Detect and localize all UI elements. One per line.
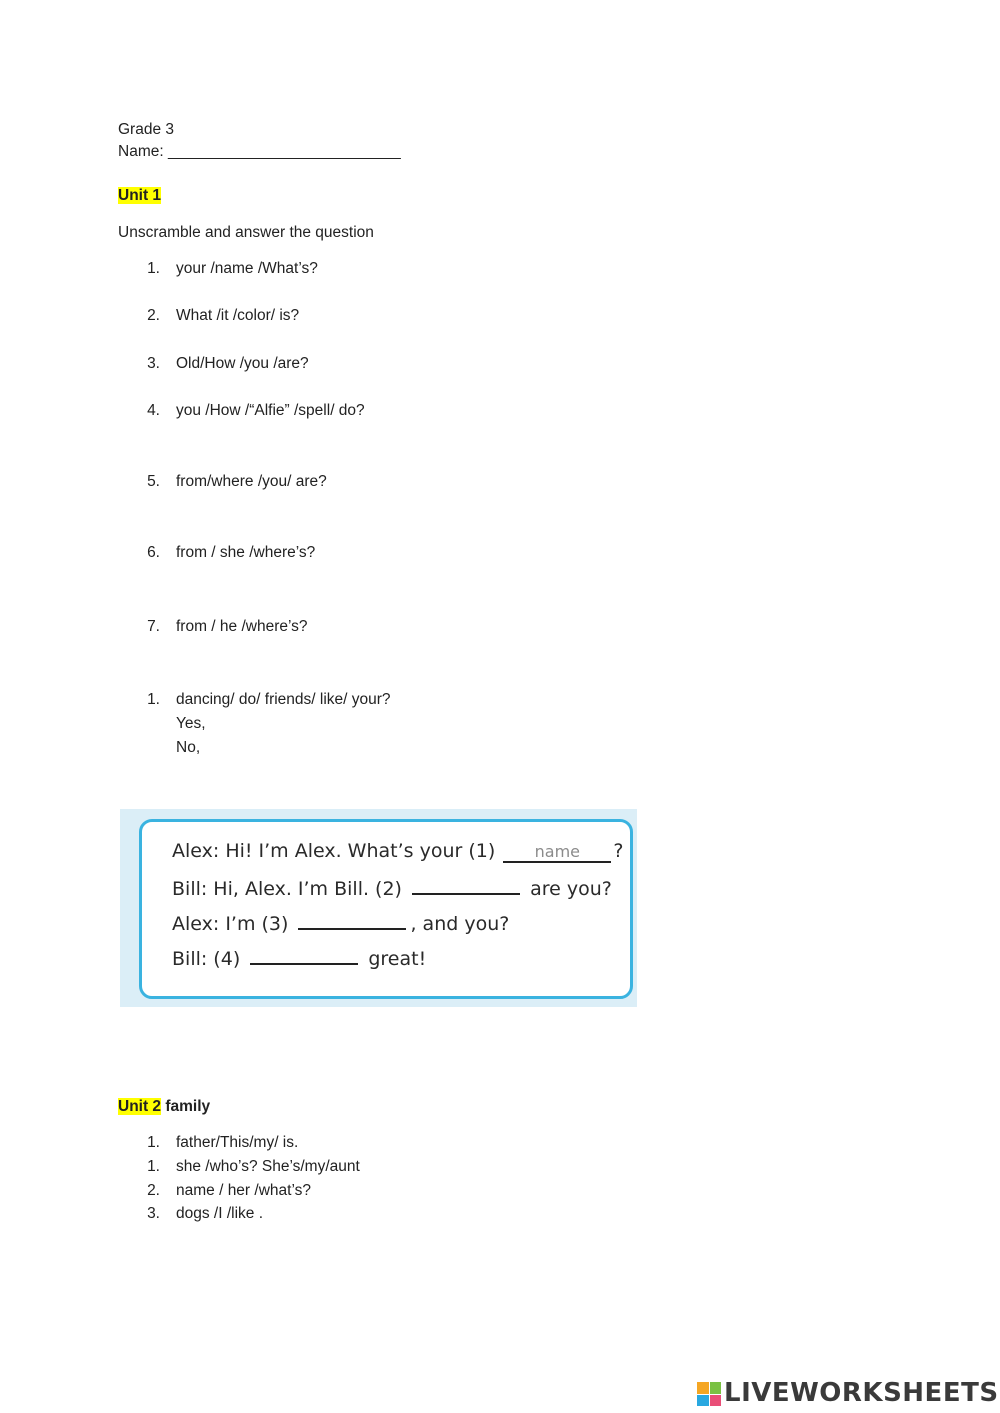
list-item-number: 1.	[147, 691, 160, 708]
list-item-number: 1.	[147, 260, 160, 277]
dialog-line-1-end: ?	[613, 840, 624, 862]
answer-no-label: No,	[176, 739, 201, 756]
logo-text: LIVEWORKSHEETS	[724, 1378, 999, 1408]
list-item-number: 4.	[147, 402, 160, 419]
grade-label: Grade 3	[118, 121, 175, 138]
list-item: you /How /“Alfie” /spell/ do?	[176, 402, 365, 419]
list-item-number: 7.	[147, 618, 160, 635]
unit1-instruction: Unscramble and answer the question	[118, 224, 374, 241]
dialog-frame	[139, 819, 633, 999]
list-item: she /who’s? She’s/my/aunt	[176, 1158, 360, 1175]
name-field-label: Name: ___________________________	[118, 143, 401, 160]
list-item: name / her /what’s?	[176, 1182, 311, 1199]
dialog-line-1	[172, 840, 623, 863]
list-item-number: 5.	[147, 473, 160, 490]
list-item: father/This/my/ is.	[176, 1134, 299, 1151]
list-item: your /name /What’s?	[176, 260, 318, 277]
unit2-title-text: Unit 2	[118, 1098, 162, 1115]
dialog-line-4	[172, 945, 426, 970]
dialog-line-2-text: Bill: Hi, Alex. I’m Bill. (2)	[172, 878, 402, 900]
list-item: dancing/ do/ friends/ like/ your?	[176, 691, 391, 708]
dialog-line-3-end: , and you?	[410, 913, 510, 935]
logo-grid-icon	[697, 1382, 721, 1406]
list-item: What /it /color/ is?	[176, 307, 300, 324]
list-item-number: 2.	[147, 1182, 160, 1199]
list-item: from / he /where’s?	[176, 618, 308, 635]
list-item: Old/How /you /are?	[176, 355, 309, 372]
list-item-number: 3.	[147, 1205, 160, 1222]
unit1-title-text: Unit 1	[118, 187, 162, 204]
unit1-title	[118, 187, 161, 205]
dialog-line-4-text: Bill: (4)	[172, 948, 241, 970]
blank-2	[412, 875, 520, 895]
dialog-line-2	[172, 875, 612, 900]
answer-yes-label: Yes,	[176, 715, 206, 732]
list-item-number: 1.	[147, 1134, 160, 1151]
list-item-number: 3.	[147, 355, 160, 372]
list-item-number: 6.	[147, 544, 160, 561]
dialog-line-3-text: Alex: I’m (3)	[172, 913, 289, 935]
dialog-line-2-end: are you?	[530, 878, 612, 900]
blank-4	[250, 945, 358, 965]
list-item: dogs /I /like .	[176, 1205, 264, 1222]
dialog-line-1-text: Alex: Hi! I’m Alex. What’s your (1)	[172, 840, 496, 862]
dialog-line-4-end: great!	[368, 948, 427, 970]
blank-3	[298, 910, 406, 930]
dialog-line-3	[172, 910, 509, 935]
list-item-number: 1.	[147, 1158, 160, 1175]
dialog-exercise-image	[120, 809, 637, 1007]
unit2-subtitle: family	[161, 1098, 211, 1115]
unit2-title	[118, 1098, 210, 1116]
list-item: from / she /where’s?	[176, 544, 316, 561]
blank-1-answer: name	[503, 842, 611, 863]
list-item-number: 2.	[147, 307, 160, 324]
list-item: from/where /you/ are?	[176, 473, 327, 490]
